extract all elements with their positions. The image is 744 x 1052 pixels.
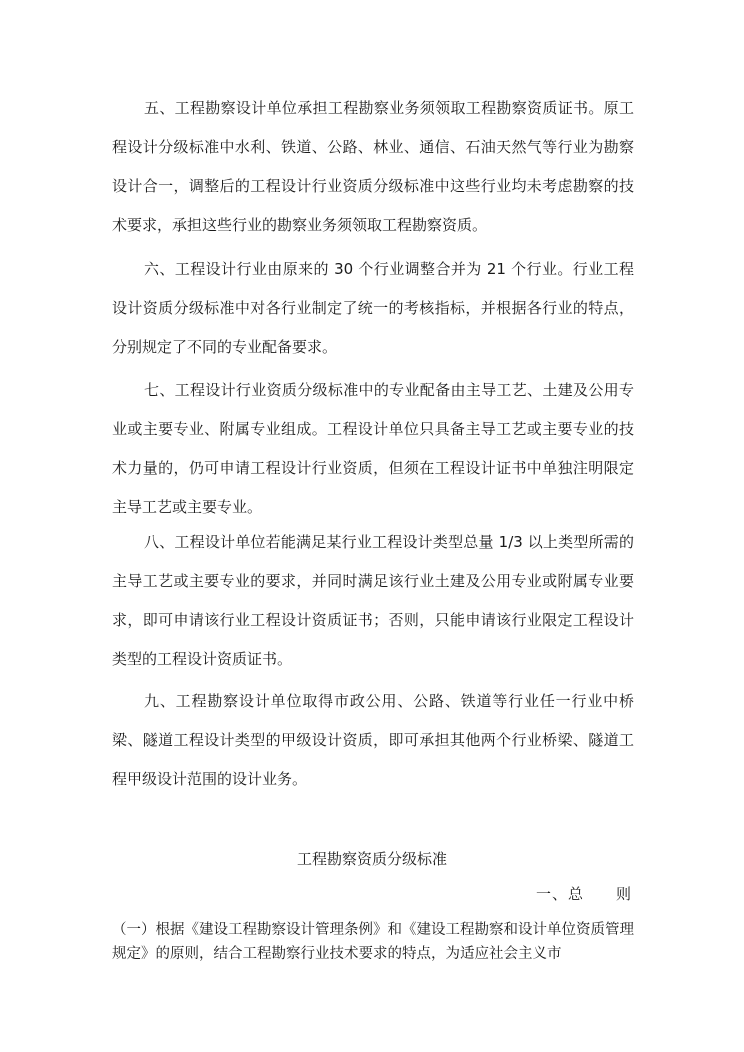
document-title: 工程勘察资质分级标准: [296, 850, 447, 868]
paragraph-7: 七、工程设计行业资质分级标准中的专业配备由主导工艺、土建及公用专业或主要专业、附属专业组成。工程设计单位只具备主导工艺或主要专业的技术力量的，仍可申请工程设计行业资质，但须在工程设计证书中单独注明限定主导工艺或主要专业。: [112, 381, 634, 516]
paragraph-5: 五、工程勘察设计单位承担工程勘察业务须领取工程勘察资质证书。原工程设计分级标准中水利、铁道、公路、林业、通信、石油天然气等行业为勘察设计合一，调整后的工程设计行业资质分级标准中这些行业均未考虑勘察的技术要求，承担这些行业的勘察业务须领取工程勘察资质。: [112, 99, 634, 234]
section-paragraph: （一）根据《建设工程勘察设计管理条例》和《建设工程勘察和设计单位资质管理规定》的原则，结合工程勘察行业技术要求的特点，为适应社会主义市: [112, 922, 634, 962]
paragraph-9: 九、工程勘察设计单位取得市政公用、公路、铁道等行业任一行业中桥梁、隧道工程设计类型的甲级设计资质，即可承担其他两个行业桥梁、隧道工程甲级设计范围的设计业务。: [112, 692, 634, 788]
paragraph-8: 八、工程设计单位若能满足某行业工程设计类型总量 1/3 以上类型所需的主导工艺或主要专业的要求，并同时满足该行业土建及公用专业或附属专业要求，即可申请该行业工程设计资质证书；否则，只能申请该行业限定工程设计类型的工程设计资质证书。: [112, 533, 634, 668]
paragraph-6: 六、工程设计行业由原来的 30 个行业调整合并为 21 个行业。行业工程设计资质分级标准中对各行业制定了统一的考核指标，并根据各行业的特点，分别规定了不同的专业配备要求。: [112, 260, 634, 356]
section-heading: 一、总 则: [535, 885, 632, 903]
